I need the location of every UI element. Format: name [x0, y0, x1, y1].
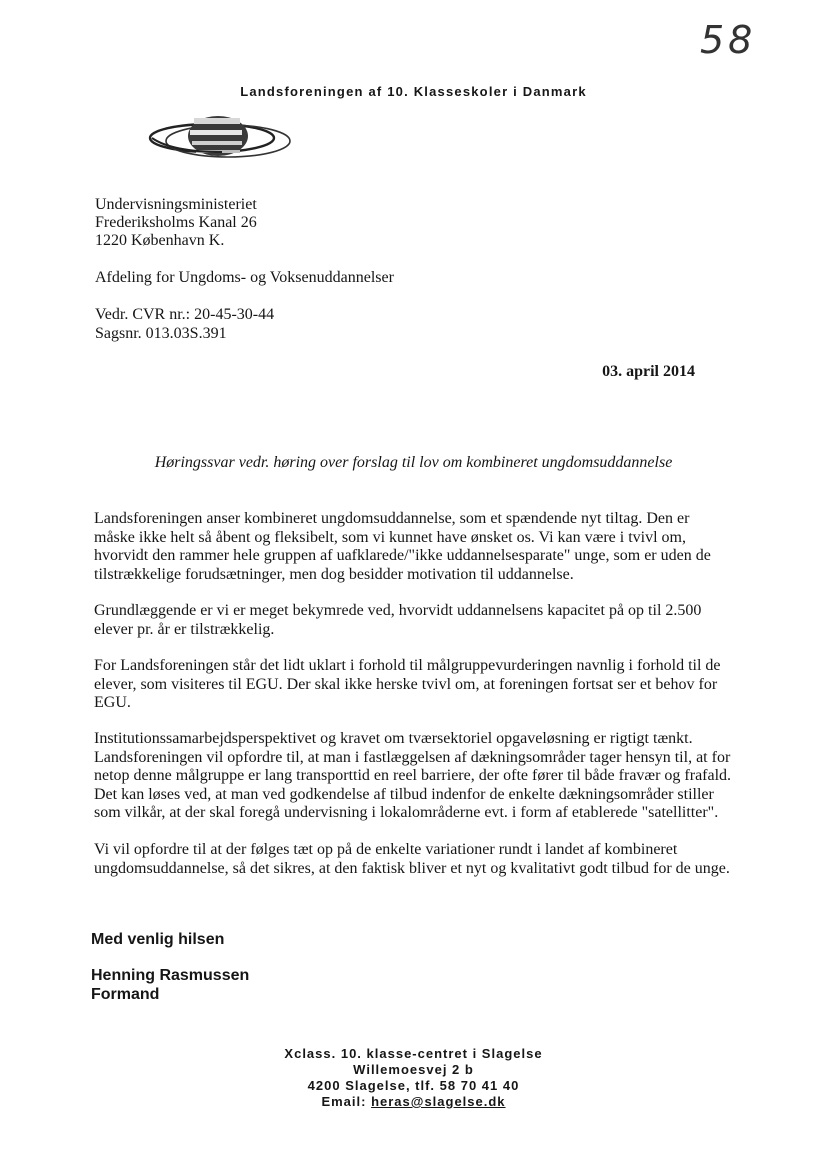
signatory-name: Henning Rasmussen — [91, 967, 250, 984]
organization-name: Landsforeningen af 10. Klasseskoler i Danmark — [240, 84, 587, 99]
body-paragraph-1: Landsforeningen anser kombineret ungdomsuddannelse, som et spændende nyt tiltag. Den er måske ikke helt så åbent og fleksibelt, som vi kunnet have ønsket os. Vi kan være i tvivl om, hvorvidt den rammer hele gruppen af uafklarede/"ikke uddannelsesparate" unge, som er uden de tilstrækkelige forudsætninger, men dog besidder motivation til uddannelse. — [94, 510, 711, 583]
letter-date: 03. april 2014 — [602, 363, 695, 380]
closing-greeting: Med venlig hilsen — [91, 931, 225, 948]
footer-line-2: Willemoesvej 2 b — [353, 1062, 474, 1077]
footer — [0, 1046, 827, 1110]
cvr-reference: Vedr. CVR nr.: 20-45-30-44 — [95, 306, 275, 323]
orbit-logo-icon — [132, 106, 300, 172]
case-number: Sagsnr. 013.03S.391 — [95, 325, 227, 342]
recipient-name: Undervisningsministeriet — [95, 196, 257, 213]
recipient-street: Frederiksholms Kanal 26 — [95, 214, 257, 231]
signatory-title: Formand — [91, 986, 160, 1003]
footer-email-link[interactable]: heras@slagelse.dk — [371, 1094, 506, 1109]
body-paragraph-2: Grundlæggende er vi er meget bekymrede ved, hvorvidt uddannelsens kapacitet på op til 2.500 elever pr. år er tilstrækkelig. — [94, 602, 702, 638]
body-paragraph-5: Vi vil opfordre til at der følges tæt op på de enkelte variationer rundt i landet af kombineret ungdomsuddannelse, så det sikres, at den faktisk bliver et nyt og kvalitativt godt tilbud for de unge. — [94, 841, 730, 877]
footer-email-line — [0, 1094, 827, 1110]
handwritten-page-number: 58 — [700, 18, 757, 62]
body-paragraph-3: For Landsforeningen står det lidt uklart i forhold til målgruppevurderingen navnlig i forhold til de elever, som visiteres til EGU. Der skal ikke herske tvivl om, at foreningen fortsat ser et behov for EGU. — [94, 657, 721, 712]
footer-email-label: Email: — [321, 1094, 372, 1109]
recipient-department: Afdeling for Ungdoms- og Voksenuddannelser — [95, 269, 394, 286]
footer-line-1: Xclass. 10. klasse-centret i Slagelse — [284, 1046, 543, 1061]
letter-subject: Høringssvar vedr. høring over forslag til lov om kombineret ungdomsuddannelse — [154, 454, 673, 471]
recipient-city: 1220 København K. — [95, 232, 225, 249]
body-paragraph-4: Institutionssamarbejdsperspektivet og kravet om tværsektoriel opgaveløsning er rigtigt tænkt. Landsforeningen vil opfordre til, at man i fastlæggelsen af dækningsområder tager hensyn til, at for netop denne målgruppe er lang transporttid en reel barriere, der ofte fører til både fravær og frafald. Det kan løses ved, at man ved godkendelse af tilbud indenfor de enkelte dækningsområder stiller som vilkår, at der skal foregå undervisning i lokalområderne evt. i form af etablerede "satellitter". — [94, 730, 732, 822]
footer-line-3: 4200 Slagelse, tlf. 58 70 41 40 — [307, 1078, 520, 1093]
